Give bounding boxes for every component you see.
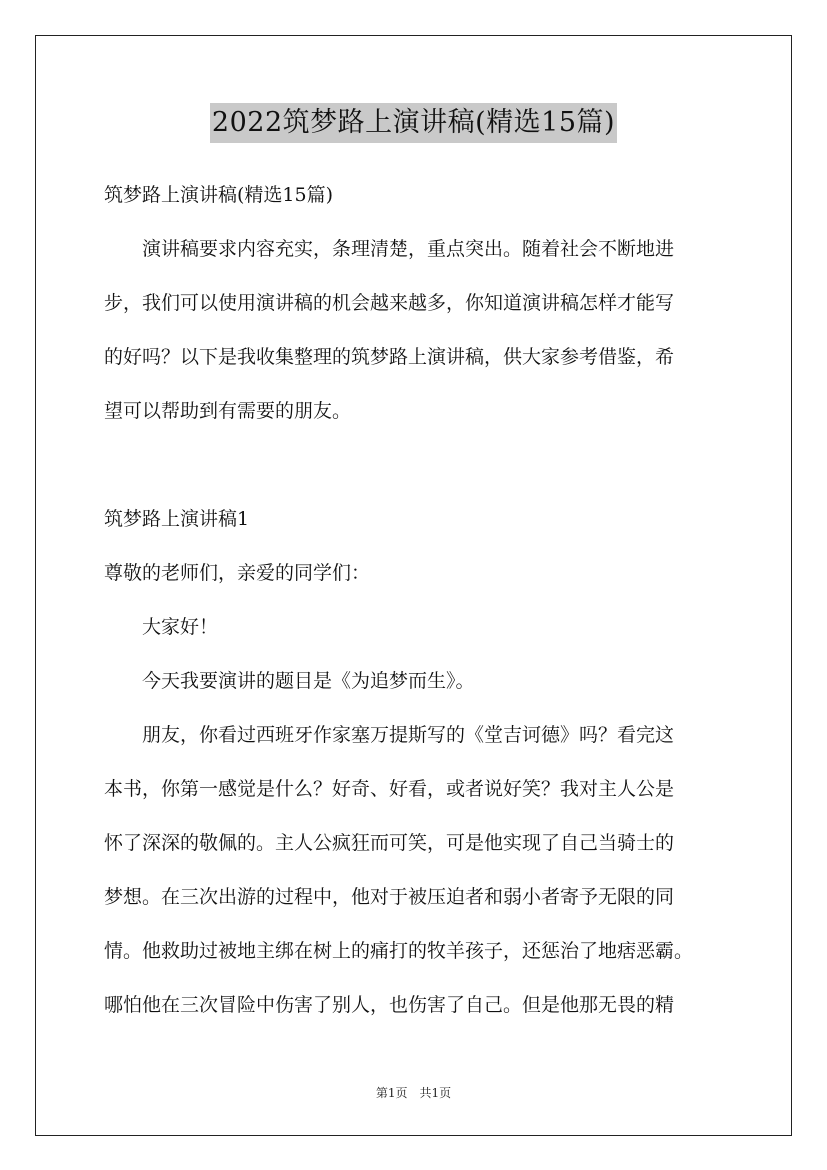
page-footer: 第1页 共1页 [375, 1086, 452, 1100]
intro-line: 演讲稿要求内容充实，条理清楚，重点突出。随着社会不断地进 [142, 238, 675, 260]
intro-line: 步，我们可以使用演讲稿的机会越来越多，你知道演讲稿怎样才能写 [104, 292, 675, 314]
intro-line: 的好吗？以下是我收集整理的筑梦路上演讲稿，供大家参考借鉴，希 [104, 346, 675, 368]
document-subtitle: 筑梦路上演讲稿(精选15篇) [104, 184, 334, 206]
body-line: 哪怕他在三次冒险中伤害了别人，也伤害了自己。但是他那无畏的精 [104, 994, 675, 1016]
body-line: 梦想。在三次出游的过程中，他对于被压迫者和弱小者寄予无限的同 [104, 886, 675, 908]
title-container [0, 103, 827, 143]
blank-line [104, 438, 744, 492]
document-title: 2022筑梦路上演讲稿(精选15篇) [210, 103, 617, 143]
body-line: 情。他救助过被地主绑在树上的痛打的牧羊孩子，还惩治了地痞恶霸。 [104, 940, 694, 962]
section-heading: 筑梦路上演讲稿1 [104, 508, 250, 530]
document-body [104, 168, 744, 1032]
greeting: 大家好！ [142, 616, 219, 638]
body-line: 怀了深深的敬佩的。主人公疯狂而可笑，可是他实现了自己当骑士的 [104, 832, 675, 854]
intro-line: 望可以帮助到有需要的朋友。 [104, 400, 352, 422]
body-line: 本书，你第一感觉是什么？好奇、好看，或者说好笑？我对主人公是 [104, 778, 675, 800]
salutation: 尊敬的老师们，亲爱的同学们： [104, 562, 371, 584]
body-line: 朋友，你看过西班牙作家塞万提斯写的《堂吉诃德》吗？看完这 [142, 724, 675, 746]
speech-topic: 今天我要演讲的题目是《为追梦而生》。 [142, 670, 475, 692]
